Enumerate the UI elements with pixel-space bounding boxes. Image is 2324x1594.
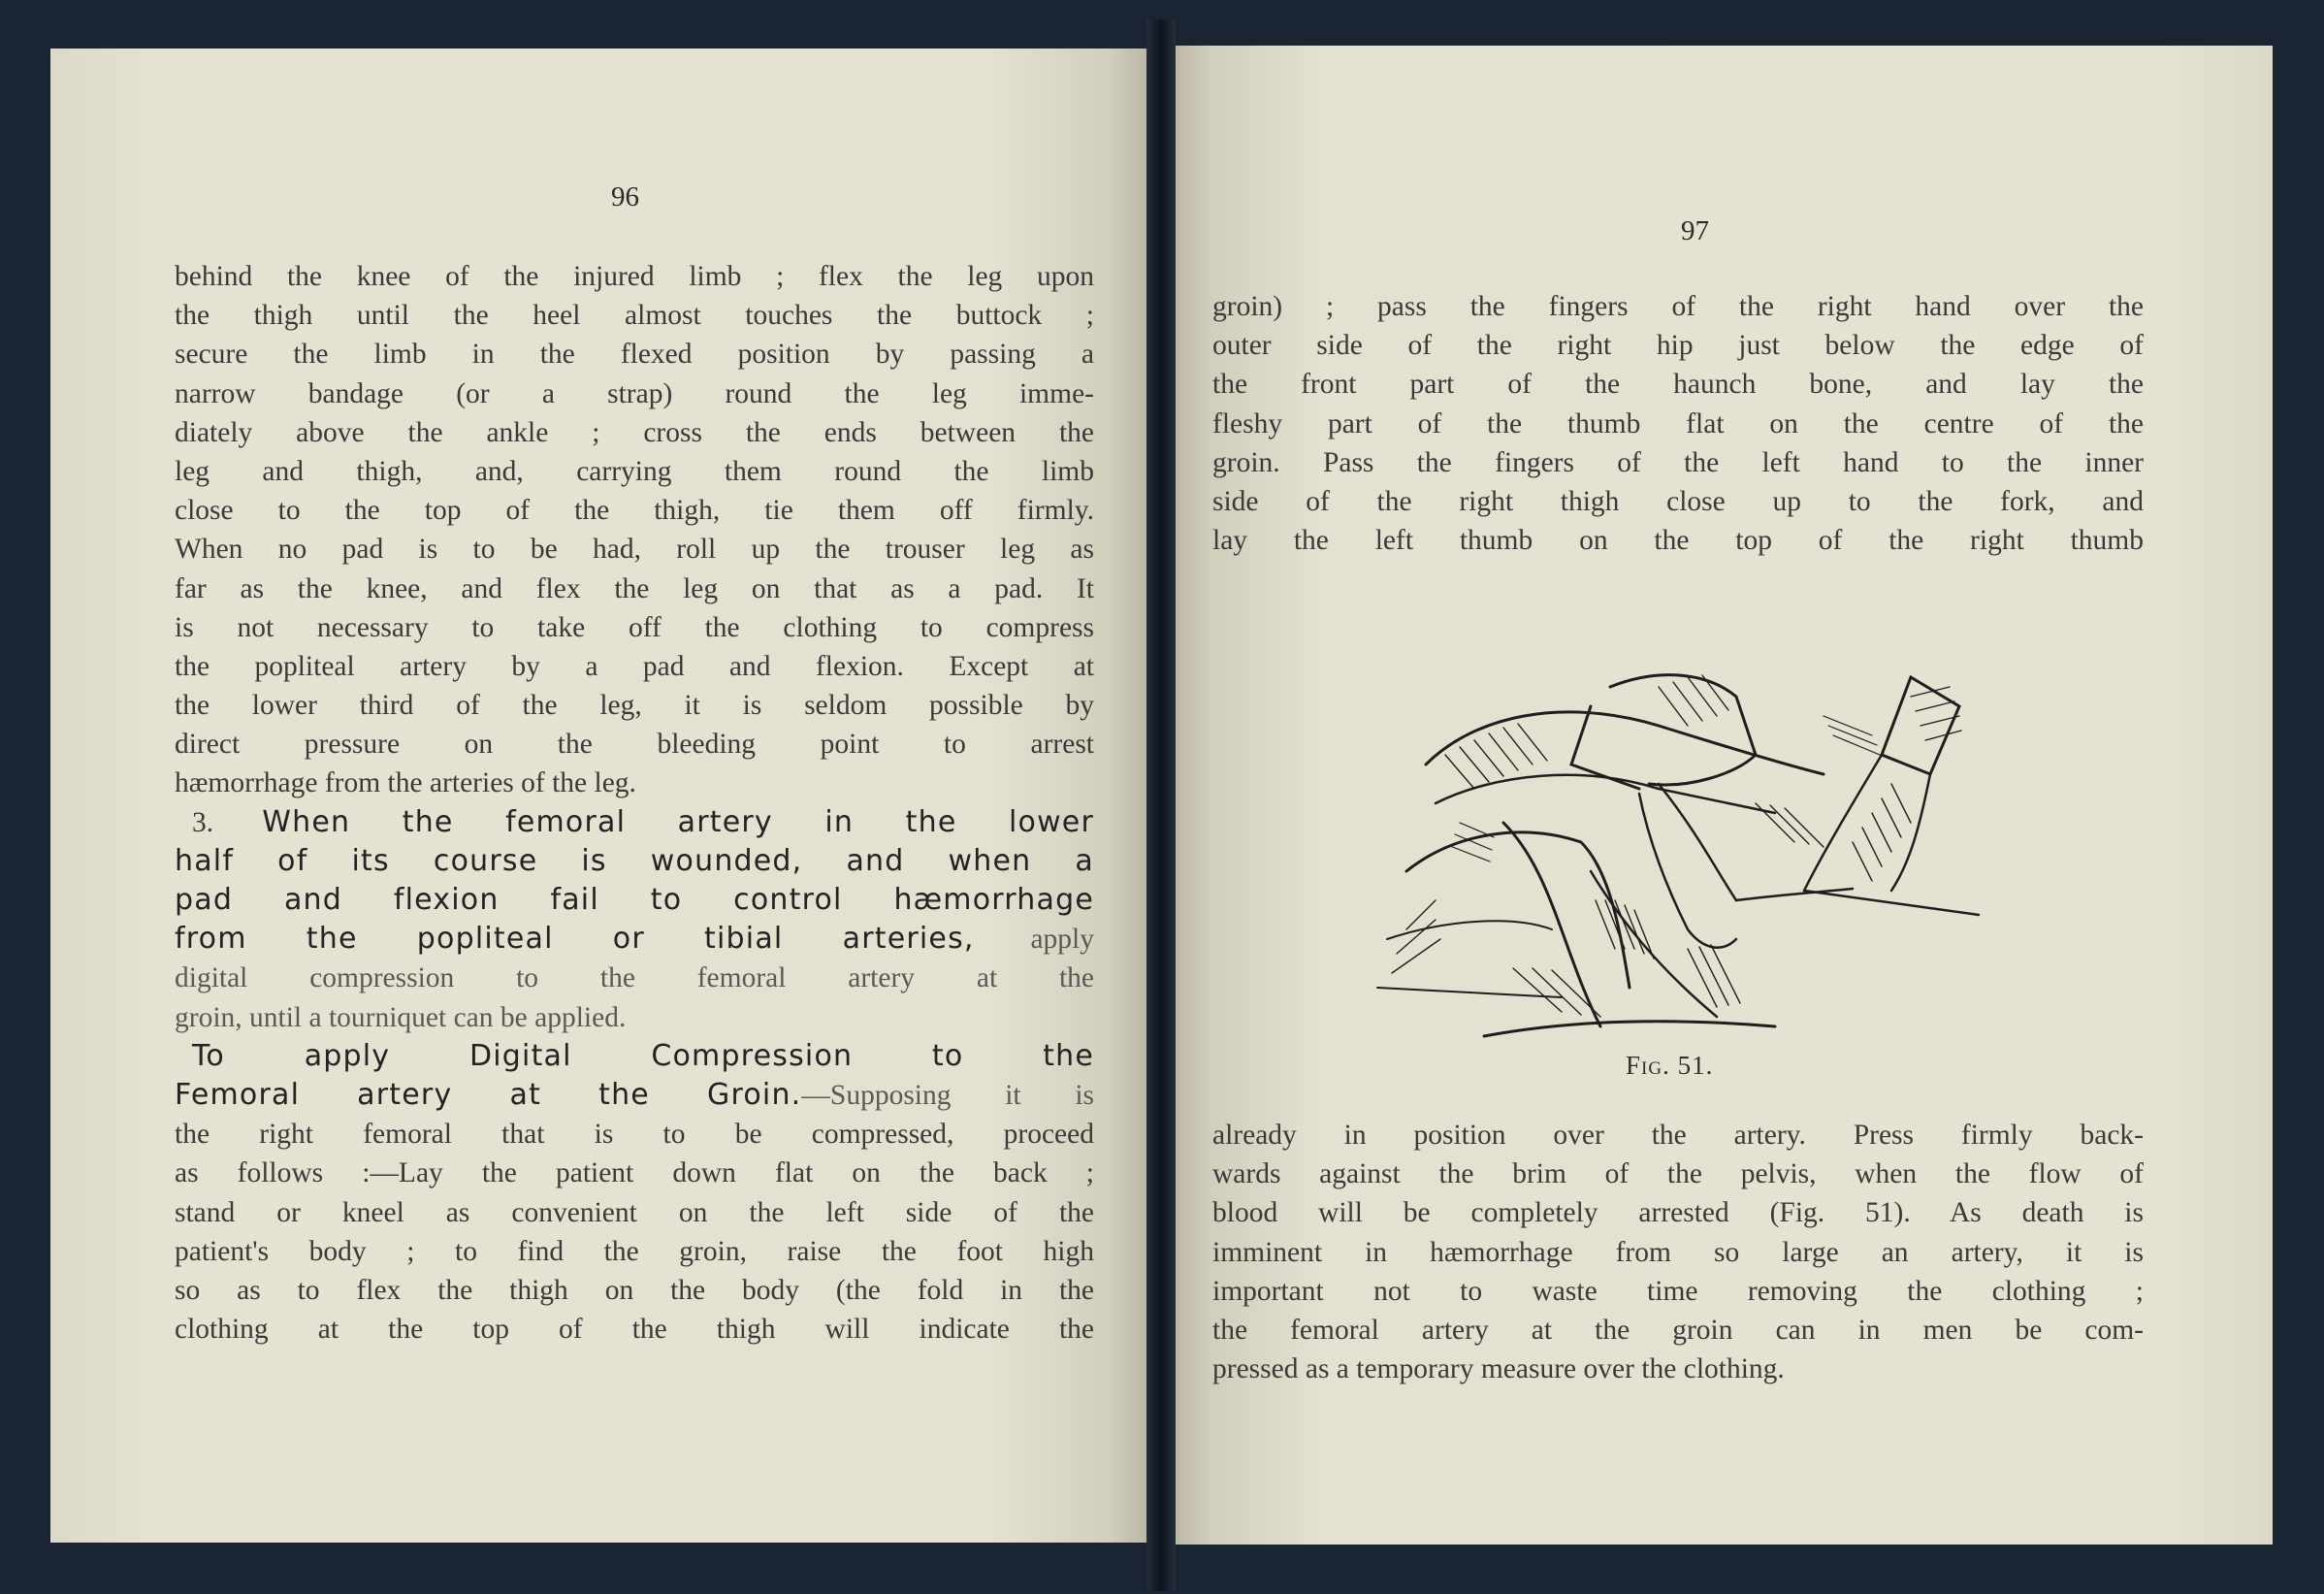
text-line: already in position over the artery. Press firmly back- <box>1212 1120 2144 1151</box>
text-line: outer side of the right hip just below the edge of <box>1212 330 2144 362</box>
left-page-text <box>175 257 1094 1349</box>
section-3-heading: half of its course is wounded, and when a <box>175 843 1094 878</box>
text-line: When no pad is to be had, roll up the trouser leg as <box>175 534 1094 566</box>
section-3-heading-line <box>175 803 1094 842</box>
text-line: lay the left thumb on the top of the right thumb <box>1212 525 2144 557</box>
section-3-heading: When the femoral artery in the lower <box>262 804 1094 839</box>
right-page-text-top <box>1212 287 2144 560</box>
text-line: hæmorrhage from the arteries of the leg. <box>175 767 636 799</box>
text-line: important not to waste time removing the clothing ; <box>1212 1275 2144 1307</box>
page-number-left: 96 <box>611 181 639 212</box>
digital-compression-heading: Femoral artery at the Groin. <box>175 1077 802 1112</box>
section-number: 3. <box>192 806 214 838</box>
text-line: blood will be completely arrested (Fig. 51). As death is <box>1212 1197 2144 1229</box>
right-page-text-bottom <box>1212 1116 2144 1388</box>
text-line: digital compression to the femoral artery at the <box>175 962 1094 994</box>
text-line: pressed as a temporary measure over the clothing. <box>1212 1353 1785 1385</box>
text-line: groin) ; pass the fingers of the right hand over the <box>1212 291 2144 322</box>
text-line: secure the limb in the flexed position by passing a <box>175 339 1094 371</box>
section-3-heading: pad and flexion fail to control hæmorrhage <box>175 883 1094 917</box>
text-line: as follows :—Lay the patient down flat on the back ; <box>175 1157 1094 1189</box>
text-line: diately above the ankle ; cross the ends between the <box>175 416 1094 448</box>
text-fragment: apply <box>1030 924 1094 956</box>
section-3-mixed-line <box>175 920 1094 959</box>
text-line: behind the knee of the injured limb ; flex the leg upon <box>175 261 1094 292</box>
text-line: groin, until a tourniquet can be applied. <box>175 1001 627 1033</box>
text-line: wards against the brim of the pelvis, when the flow of <box>1212 1158 2144 1190</box>
figure-51-illustration <box>1368 580 2027 1046</box>
digital-compression-heading: To apply Digital Compression to the <box>192 1038 1094 1073</box>
book-gutter <box>1146 19 1176 1591</box>
text-line: the popliteal artery by a pad and flexion. Except at <box>175 650 1094 682</box>
figure-number: 51. <box>1677 1051 1714 1080</box>
text-line: fleshy part of the thumb flat on the centre of the <box>1212 407 2144 439</box>
text-line: stand or kneel as convenient on the left side of the <box>175 1196 1094 1228</box>
text-line: groin. Pass the fingers of the left hand to the inner <box>1212 446 2144 478</box>
text-line: imminent in hæmorrhage from so large an artery, it is <box>1212 1236 2144 1268</box>
page-number-right: 97 <box>1681 215 1709 246</box>
text-line: the femoral artery at the groin can in men be com- <box>1212 1314 2144 1346</box>
text-line: narrow bandage (or a strap) round the leg imme- <box>175 377 1094 409</box>
text-line: the front part of the haunch bone, and lay the <box>1212 369 2144 401</box>
text-line: leg and thigh, and, carrying them round the limb <box>175 455 1094 487</box>
text-line: the thigh until the heel almost touches the buttock ; <box>175 300 1094 332</box>
figure-caption <box>1626 1051 1713 1081</box>
text-line: the right femoral that is to be compressed, proceed <box>175 1119 1094 1151</box>
text-line: far as the knee, and flex the leg on that as a pad. It <box>175 572 1094 604</box>
text-line: the lower third of the leg, it is seldom possible by <box>175 690 1094 722</box>
text-fragment: —Supposing it is <box>801 1079 1095 1111</box>
text-line: clothing at the top of the thigh will indicate the <box>175 1314 1094 1346</box>
figure-label: Fig. <box>1626 1051 1670 1080</box>
text-line: patient's body ; to find the groin, raise the foot high <box>175 1235 1094 1267</box>
digital-compression-mixed-line <box>175 1076 1094 1115</box>
text-line: close to the top of the thigh, tie them off firmly. <box>175 495 1094 527</box>
text-line: is not necessary to take off the clothing to compress <box>175 611 1094 643</box>
text-line: side of the right thigh close up to the fork, and <box>1212 485 2144 517</box>
text-line: so as to flex the thigh on the body (the fold in the <box>175 1274 1094 1306</box>
section-3-heading: from the popliteal or tibial arteries, <box>175 922 975 957</box>
text-line: direct pressure on the bleeding point to arrest <box>175 729 1094 761</box>
